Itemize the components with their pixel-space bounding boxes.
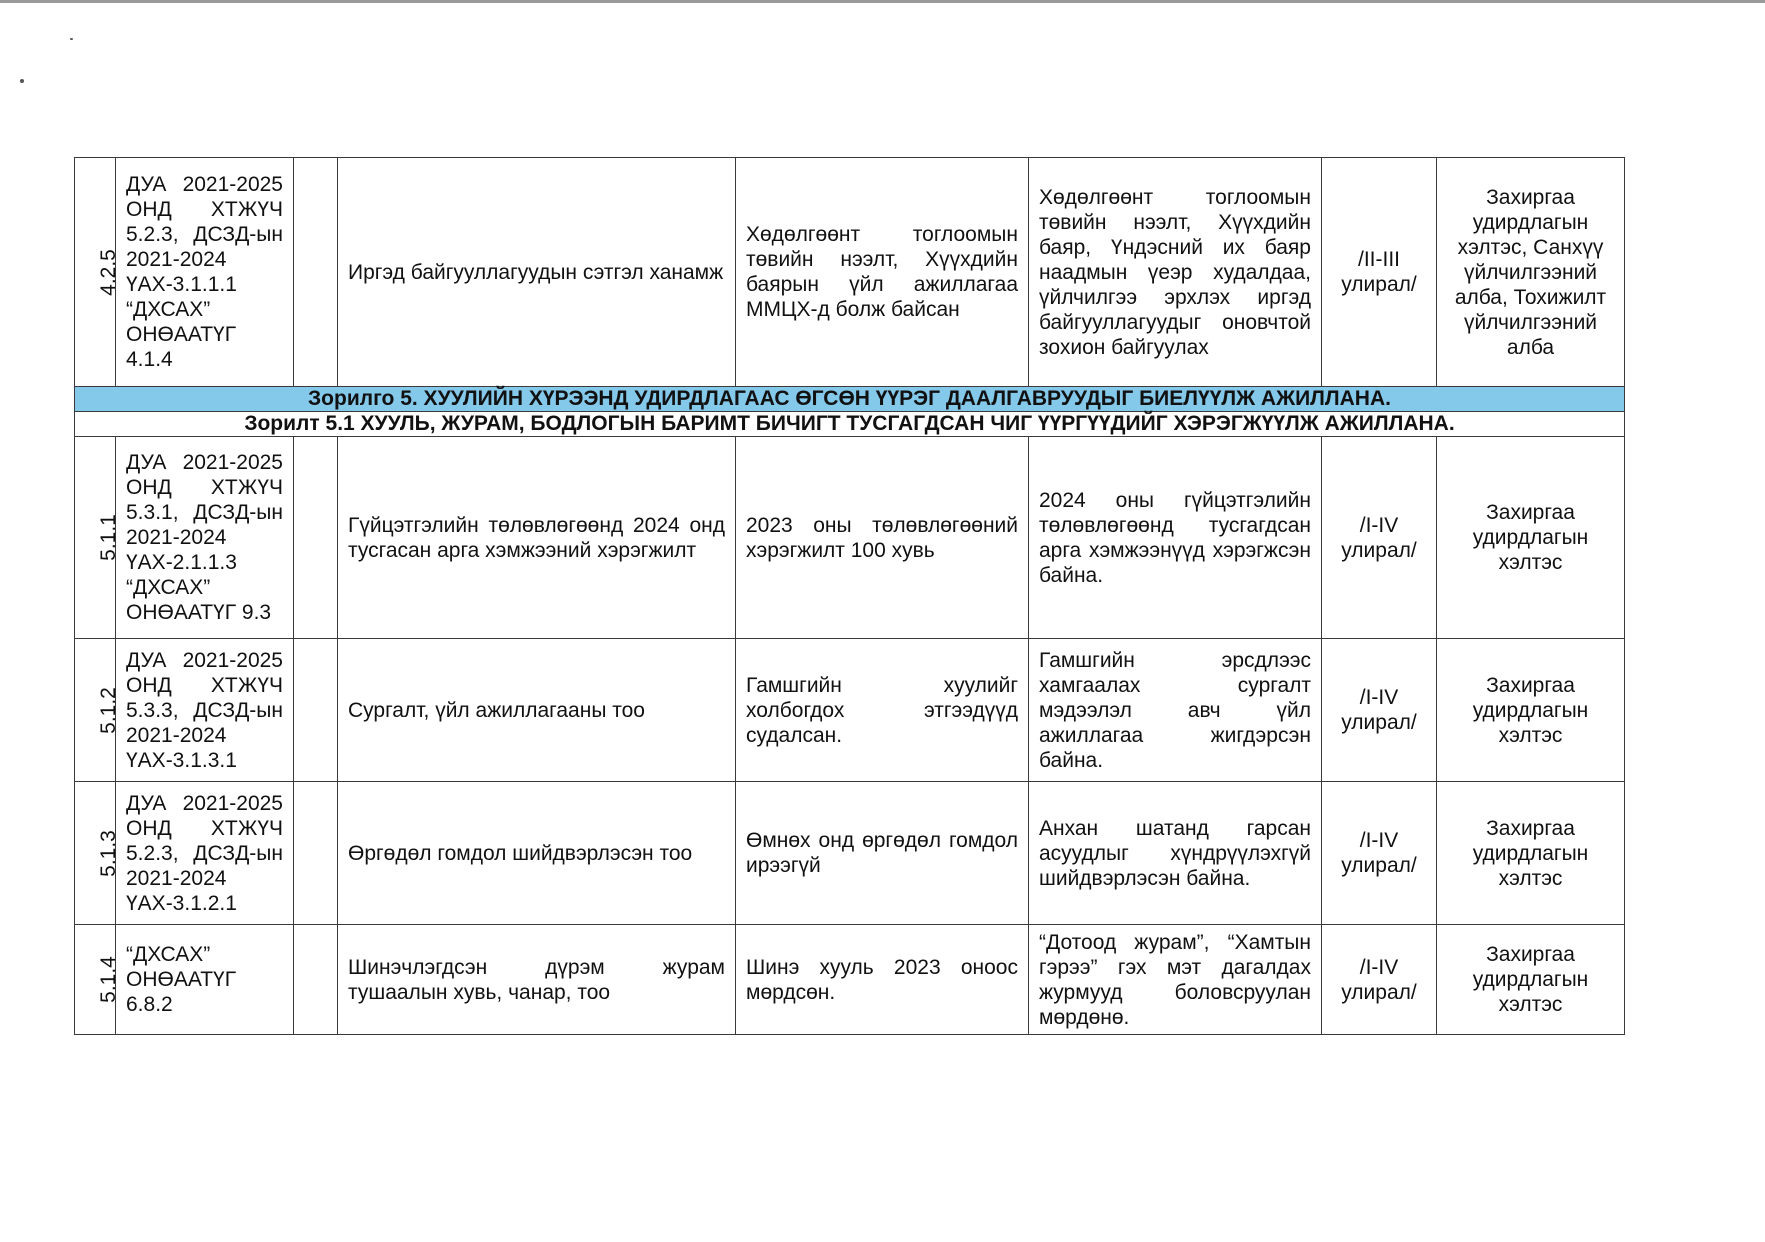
baseline-cell: 2023 оны төлөвлөгөөний хэрэгжилт 100 хувь (736, 437, 1029, 639)
goal-banner-row (75, 387, 1625, 412)
objective-banner: Зорилт 5.1 ХУУЛЬ, ЖУРАМ, БОДЛОГЫН БАРИМТ БИЧИГТ ТУСГАГДСАН ЧИГ ҮҮРГҮҮДИЙГ ХЭРЭГЖҮҮЛЖ АЖИЛЛАНА. (75, 412, 1625, 437)
responsible-cell: Захиргаа удирдлагын хэлтэс, Санхүү үйлчилгээний алба, Тохижилт үйлчилгээний алба (1437, 158, 1625, 387)
indicator-cell: Өргөдөл гомдол шийдвэрлэсэн тоо (338, 782, 736, 925)
reference-cell: “ДХСАХ” ОНӨААТҮГ 6.8.2 (116, 925, 294, 1035)
row-number: 5.1.4 (75, 925, 116, 1035)
responsible-cell: Захиргаа удирдлагын хэлтэс (1437, 437, 1625, 639)
reference-cell: ДУА 2021-2025 ОНД ХТЖҮЧ 5.2.3, ДСЗД-ын 2021-2024 ҮАХ-3.1.1.1 “ДХСАХ” ОНӨААТҮГ 4.1.4 (116, 158, 294, 387)
target-cell: Хөдөлгөөнт тоглоомын төвийн нээлт, Хүүхдийн баяр, Үндэсний их баяр наадмын үеэр худалдаа, үйлчилгээ эрхлэх иргэд байгууллагуудыг оновчтой зохион байгуулах (1029, 158, 1322, 387)
scan-speck (70, 38, 73, 40)
term-cell: /I-IV улирал/ (1322, 925, 1437, 1035)
indicator-cell: Шинэчлэгдсэн дүрэм журам тушаалын хувь, чанар, тоо (338, 925, 736, 1035)
responsible-cell: Захиргаа удирдлагын хэлтэс (1437, 639, 1625, 782)
reference-cell: ДУА 2021-2025 ОНД ХТЖҮЧ 5.2.3, ДСЗД-ын 2021-2024 ҮАХ-3.1.2.1 (116, 782, 294, 925)
reference-cell: ДУА 2021-2025 ОНД ХТЖҮЧ 5.3.3, ДСЗД-ын 2021-2024 ҮАХ-3.1.3.1 (116, 639, 294, 782)
scan-top-edge (0, 0, 1765, 3)
reference-cell: ДУА 2021-2025 ОНД ХТЖҮЧ 5.3.1, ДСЗД-ын 2021-2024 ҮАХ-2.1.1.3 “ДХСАХ” ОНӨААТҮГ 9.3 (116, 437, 294, 639)
goal-banner: Зорилго 5. ХУУЛИЙН ХҮРЭЭНД УДИРДЛАГААС ӨГСӨН ҮҮРЭГ ДААЛГАВРУУДЫГ БИЕЛҮҮЛЖ АЖИЛЛАНА. (75, 387, 1625, 412)
target-cell: 2024 оны гүйцэтгэлийн төлөвлөгөөнд тусгагдсан арга хэмжээнүүд хэрэгжсэн байна. (1029, 437, 1322, 639)
blank-cell (294, 158, 338, 387)
blank-cell (294, 437, 338, 639)
table-row (75, 925, 1625, 1035)
target-cell: Анхан шатанд гарсан асуудлыг хүндрүүлэхгүй шийдвэрлэсэн байна. (1029, 782, 1322, 925)
row-number: 5.1.3 (75, 782, 116, 925)
term-cell: /II-III улирал/ (1322, 158, 1437, 387)
baseline-cell: Шинэ хууль 2023 оноос мөрдсөн. (736, 925, 1029, 1035)
action-plan-table (74, 157, 1625, 1035)
responsible-cell: Захиргаа удирдлагын хэлтэс (1437, 925, 1625, 1035)
baseline-cell: Өмнөх онд өргөдөл гомдол ирээгүй (736, 782, 1029, 925)
objective-banner-row (75, 412, 1625, 437)
responsible-cell: Захиргаа удирдлагын хэлтэс (1437, 782, 1625, 925)
row-number: 5.1.1 (75, 437, 116, 639)
blank-cell (294, 639, 338, 782)
table-row (75, 437, 1625, 639)
row-number: 4.2.5 (75, 158, 116, 387)
indicator-cell: Гүйцэтгэлийн төлөвлөгөөнд 2024 онд тусгасан арга хэмжээний хэрэгжилт (338, 437, 736, 639)
blank-cell (294, 782, 338, 925)
table-row (75, 782, 1625, 925)
indicator-cell: Иргэд байгууллагуудын сэтгэл ханамж (338, 158, 736, 387)
baseline-cell: Гамшгийн хуулийг холбогдох этгээдүүд судалсан. (736, 639, 1029, 782)
scan-speck (20, 79, 24, 83)
table-row (75, 158, 1625, 387)
target-cell: “Дотоод журам”, “Хамтын гэрээ” гэх мэт дагалдах журмууд боловсруулан мөрдөнө. (1029, 925, 1322, 1035)
row-number: 5.1.2 (75, 639, 116, 782)
term-cell: /I-IV улирал/ (1322, 639, 1437, 782)
indicator-cell: Сургалт, үйл ажиллагааны тоо (338, 639, 736, 782)
baseline-cell: Хөдөлгөөнт тоглоомын төвийн нээлт, Хүүхдийн баярын үйл ажиллагаа ММЦХ-д болж байсан (736, 158, 1029, 387)
table-row (75, 639, 1625, 782)
target-cell: Гамшгийн эрсдлээс хамгаалах сургалт мэдээлэл авч үйл ажиллагаа жигдэрсэн байна. (1029, 639, 1322, 782)
term-cell: /I-IV улирал/ (1322, 437, 1437, 639)
term-cell: /I-IV улирал/ (1322, 782, 1437, 925)
blank-cell (294, 925, 338, 1035)
